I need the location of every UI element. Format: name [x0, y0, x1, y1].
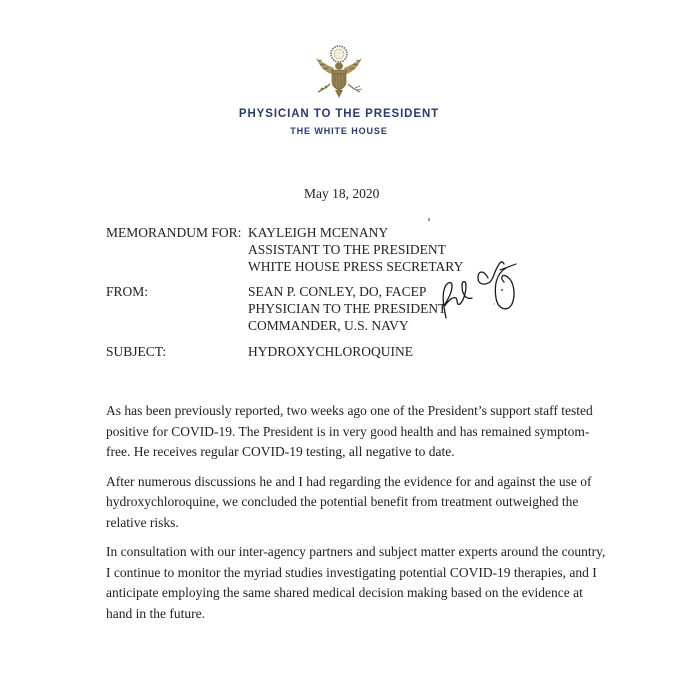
recipient-name: KAYLEIGH MCENANY — [248, 225, 389, 240]
scan-speck — [428, 218, 430, 221]
memo-subject-label: SUBJECT: — [106, 344, 167, 359]
body-paragraph: As has been previously reported, two weeks ago one of the President’s support staff tested positive for COVID-19. The President is in very good health and has remained symptom-free. He receives regular COVID-19 testing, all negative to date. — [106, 403, 593, 459]
sender-title: PHYSICIAN TO THE PRESIDENT — [248, 301, 447, 316]
memo-date: May 18, 2020 — [304, 186, 380, 201]
memo-for-label: MEMORANDUM FOR: — [106, 225, 242, 240]
subject-text: HYDROXYCHLOROQUINE — [248, 344, 413, 359]
recipient-role: WHITE HOUSE PRESS SECRETARY — [248, 259, 464, 274]
memo-subject-value — [248, 343, 413, 360]
handwritten-signature-icon — [432, 256, 532, 320]
memo-body — [106, 401, 606, 633]
great-seal-eagle-icon — [308, 44, 370, 100]
body-paragraph: After numerous discussions he and I had regarding the evidence for and against the use of hydroxychloroquine, we concluded the potential benefit from treatment outweighed the relative risks. — [106, 473, 592, 530]
memo-from-label: FROM: — [106, 284, 149, 299]
recipient-title: ASSISTANT TO THE PRESIDENT — [248, 242, 446, 257]
sender-name: SEAN P. CONLEY, DO, FACEP — [248, 284, 427, 299]
memo-from-sender — [248, 283, 446, 334]
body-paragraph: In consultation with our inter-agency partners and subject matter experts around the country, I continue to monitor the myriad studies investigating potential COVID-19 therapies, and I anticipate employing the same shared medical decision making based on the evidence at hand in the future. — [106, 544, 606, 621]
letterhead-title: PHYSICIAN TO THE PRESIDENT — [238, 108, 440, 120]
sender-rank: COMMANDER, U.S. NAVY — [248, 318, 409, 333]
letterhead-subtitle: THE WHITE HOUSE — [290, 126, 388, 136]
